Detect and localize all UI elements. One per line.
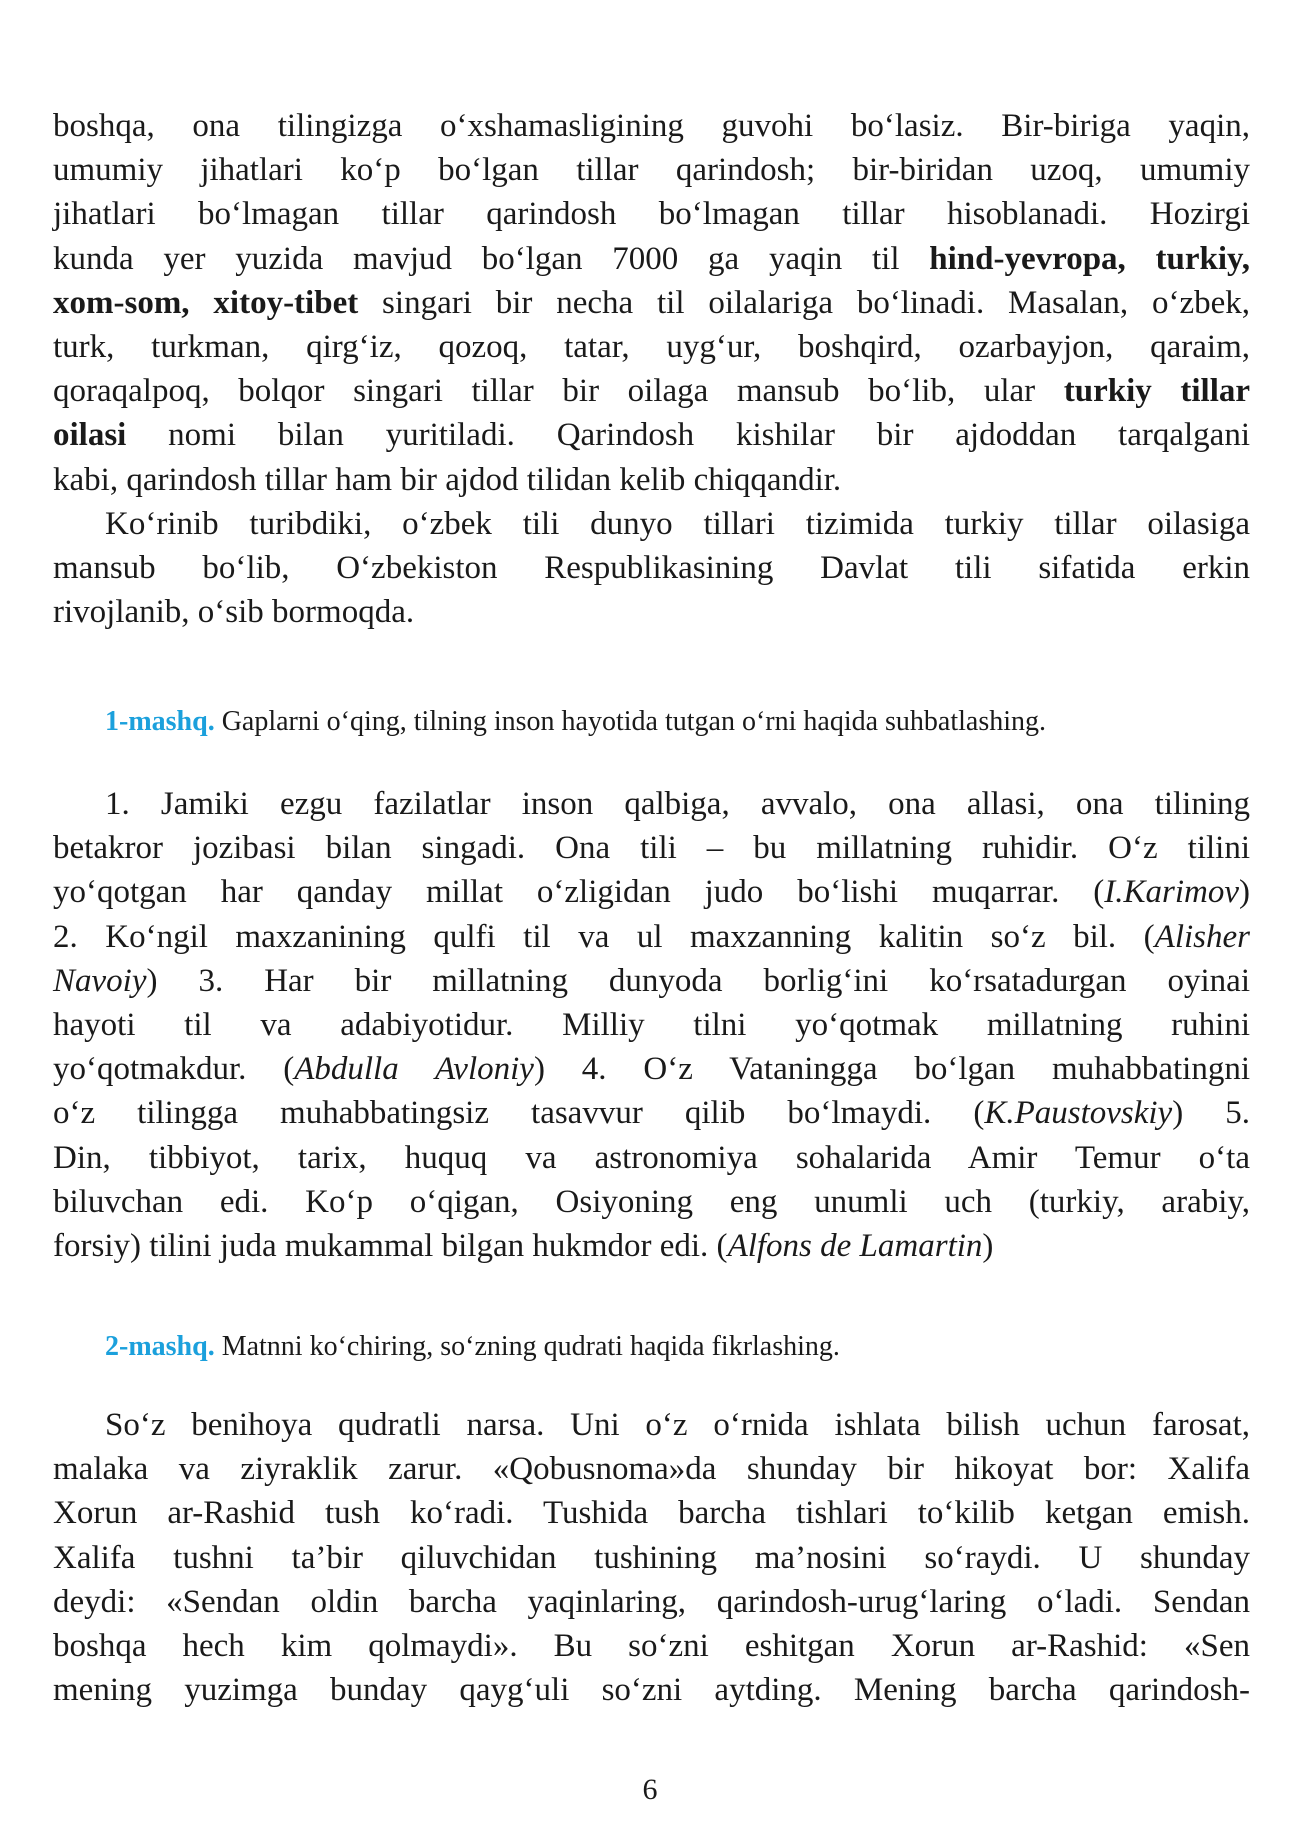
text-line: [53, 959, 1250, 1003]
author-name: Alisher: [1154, 918, 1250, 955]
text-line: [53, 915, 1250, 959]
text-run: ) 5.: [1172, 1095, 1250, 1132]
author-name: Navoiy: [53, 962, 147, 999]
exercise-1-heading: [53, 702, 1250, 742]
text-line: boshqa, ona tilingizga o‘xshamasligining guvohi bo‘lasiz. Bir-biriga yaqin,: [53, 108, 1250, 144]
exercise-2-text: [53, 1403, 1250, 1712]
text-line: mening yuzimga bunday qayg‘uli so‘zni aytding. Mening barcha qarindosh-: [53, 1672, 1250, 1709]
text-line: jihatlari bo‘lmagan tillar qarindosh bo‘lmagan tillar hisoblanadi. Hozirgi: [53, 196, 1250, 233]
text-line: biluvchan edi. Ko‘p o‘qigan, Osiyoning eng unumli uch (turkiy, arabiy,: [53, 1183, 1250, 1220]
text-line: [53, 1224, 1250, 1268]
text-line: [53, 413, 1250, 457]
text-line: Xalifa tushni ta’bir qiluvchidan tushining ma’nosini so‘raydi. U shunday: [53, 1539, 1250, 1576]
text-line: betakror jozibasi bilan singadi. Ona tili – bu millatning ruhidir. O‘z tilini: [53, 830, 1250, 867]
text-run: ) 4. O‘z Vataningga bo‘lgan muhabbatingni: [533, 1051, 1250, 1088]
text-line: [53, 369, 1250, 413]
text-run: forsiy) tilini juda mukammal bilgan hukmdor edi. (: [53, 1227, 728, 1264]
exercise-label: 1-mashq.: [105, 706, 215, 737]
bold-term: hind-yevropa, turkiy,: [929, 240, 1250, 277]
page-number: 6: [642, 1773, 658, 1806]
bold-term: turkiy tillar: [1063, 373, 1251, 410]
text-line: [53, 237, 1250, 281]
text-line: boshqa hech kim qolmaydi». Bu so‘zni eshitgan Xorun ar-Rashid: «Sen: [53, 1627, 1250, 1664]
exercise-2-heading: [53, 1327, 1250, 1367]
text-line: [53, 870, 1250, 914]
text-line: hayoti til va adabiyotidur. Milliy tilni yo‘qotmak millatning ruhini: [53, 1006, 1250, 1043]
bold-term: xom-som, xitoy-tibet: [53, 284, 359, 321]
text-run: ) 3. Har bir millatning dunyoda borlig‘ini ko‘rsatadurgan oyinai: [146, 962, 1250, 999]
text-line: malaka va ziyraklik zarur. «Qobusnoma»da shunday bir hikoyat bor: Xalifa: [53, 1451, 1250, 1488]
text-line: [53, 1091, 1250, 1135]
text-line: deydi: «Sendan oldin barcha yaqinlaring, qarindosh-urug‘laring o‘ladi. Sendan: [53, 1583, 1250, 1620]
text-line: mansub bo‘lib, O‘zbekiston Respublikasining Davlat tili sifatida erkin: [53, 549, 1250, 586]
author-name: K.Paustovskiy: [984, 1095, 1173, 1132]
text-line: Din, tibbiyot, tarix, huquq va astronomiya sohalarida Amir Temur o‘ta: [53, 1139, 1250, 1176]
text-line: kabi, qarindosh tillar ham bir ajdod tilidan kelib chiqqandir.: [53, 461, 842, 498]
author-name: Abdulla Avloniy: [294, 1051, 534, 1088]
text-line: rivojlanib, o‘sib bormoqda.: [53, 594, 415, 631]
author-name: I.Karimov: [1104, 874, 1239, 911]
text-run: o‘z tilingga muhabbatingsiz tasavvur qilib bo‘lmaydi. (: [53, 1095, 985, 1132]
text-line: [53, 1047, 1250, 1091]
bold-term: oilasi: [53, 417, 127, 454]
text-run: ): [982, 1227, 994, 1264]
text-run: yo‘qotgan har qanday millat o‘zligidan judo bo‘lishi muqarrar. (: [53, 874, 1105, 911]
text-run: nomi bilan yuritiladi. Qarindosh kishilar bir ajdoddan tarqalgani: [126, 417, 1250, 454]
text-line: umumiy jihatlari ko‘p bo‘lgan tillar qarindosh; bir-biridan uzoq, umumiy: [53, 152, 1250, 189]
text-run: kunda yer yuzida mavjud bo‘lgan 7000 ga yaqin til: [53, 240, 930, 277]
exercise-instruction: Gaplarni o‘qing, tilning inson hayotida tutgan o‘rni haqida suhbatlashing.: [221, 706, 1047, 737]
text-run: ): [1239, 874, 1250, 911]
exercise-instruction: Matnni ko‘chiring, so‘zning qudrati haqida fikrlashing.: [221, 1331, 840, 1362]
text-run: qoraqalpoq, bolqor singari tillar bir oilaga mansub bo‘lib, ular: [53, 373, 1064, 410]
text-line: [53, 281, 1250, 325]
text-line: 1. Jamiki ezgu fazilatlar inson qalbiga, avvalo, ona allasi, ona tilining: [105, 786, 1250, 822]
text-run: yo‘qotmakdur. (: [53, 1051, 295, 1088]
text-run: singari bir necha til oilalariga bo‘linadi. Masalan, o‘zbek,: [358, 284, 1250, 321]
text-line: Ko‘rinib turibdiki, o‘zbek tili dunyo tillari tizimida turkiy tillar oilasiga: [105, 505, 1250, 542]
exercise-label: 2-mashq.: [105, 1331, 215, 1362]
text-line: Xorun ar-Rashid tush ko‘radi. Tushida barcha tishlari to‘kilib ketgan emish.: [53, 1495, 1250, 1532]
text-line: turk, turkman, qirg‘iz, qozoq, tatar, uyg‘ur, boshqird, ozarbayjon, qaraim,: [53, 328, 1250, 365]
intro-text: [53, 104, 1250, 634]
author-name: Alfons de Lamartin: [727, 1227, 983, 1264]
text-run: 2. Ko‘ngil maxzanining qulfi til va ul maxzanning kalitin so‘z bil. (: [53, 918, 1155, 955]
text-line: So‘z benihoya qudratli narsa. Uni o‘z o‘rnida ishlata bilish uchun farosat,: [105, 1407, 1250, 1443]
exercise-1-text: [53, 782, 1250, 1268]
